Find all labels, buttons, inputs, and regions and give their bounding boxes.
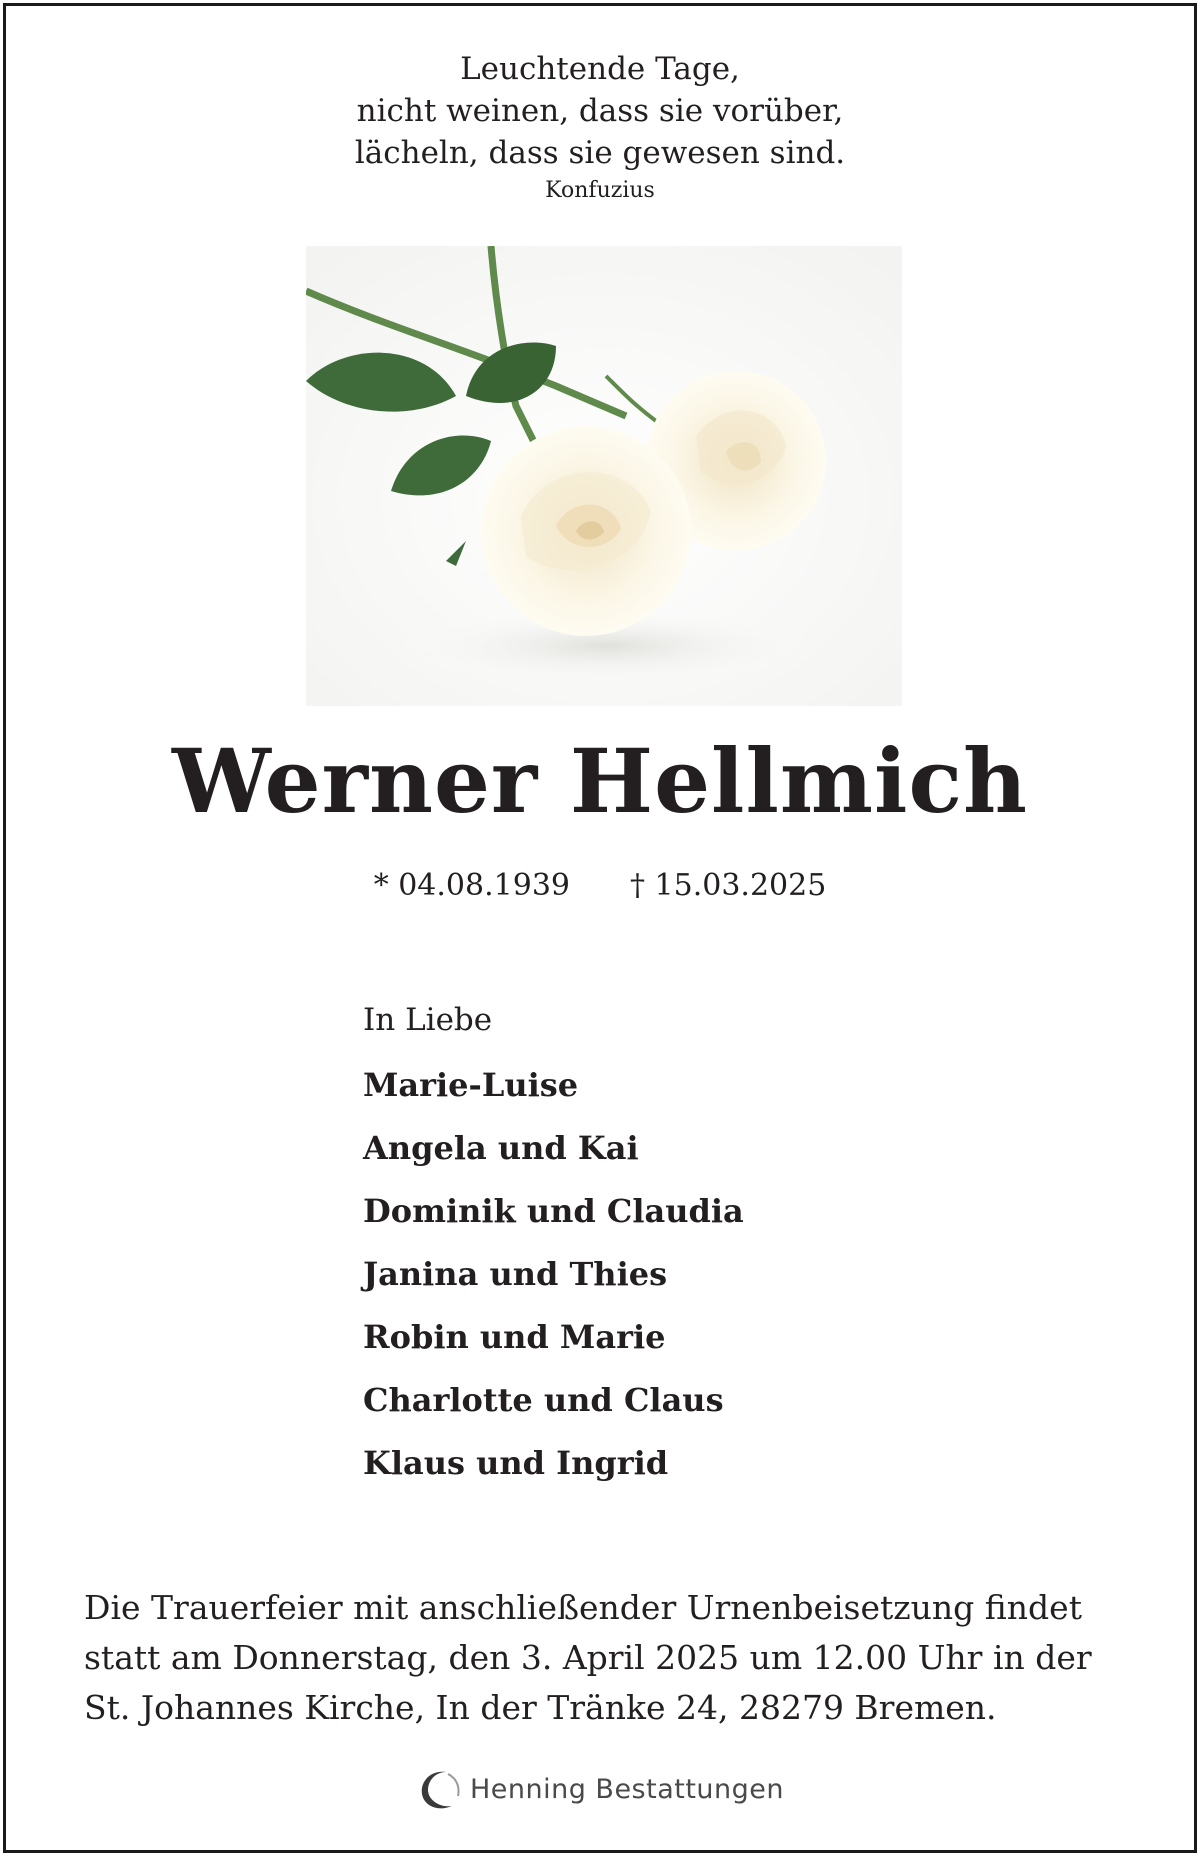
mourner-name: Dominik und Claudia [363, 1192, 744, 1230]
mourner-name: Robin und Marie [363, 1318, 666, 1356]
mourner-name: Angela und Kai [363, 1129, 639, 1167]
mourner-name: Marie-Luise [363, 1066, 579, 1104]
quote-line: nicht weinen, dass sie vorüber, [356, 93, 844, 129]
mourner-name: Charlotte und Claus [363, 1381, 724, 1419]
death-date: † 15.03.2025 [630, 868, 827, 903]
quote-line: Leuchtende Tage, [460, 51, 740, 87]
mourner-name: Klaus und Ingrid [363, 1444, 669, 1482]
deceased-name: Werner Hellmich [171, 729, 1029, 833]
mourners-list [363, 996, 744, 1495]
undertaker [6, 1766, 1194, 1816]
service-details: Die Trauerfeier mit anschließender Urnenbeisetzung findet statt am Donnerstag, den 3. April 2025 um 12.00 Uhr in der St. Johannes Kirche, In der Tränke 24, 28279 Bremen. [84, 1588, 1092, 1727]
life-dates [6, 866, 1194, 906]
quote-block [6, 48, 1194, 206]
mourner-name: Janina und Thies [363, 1255, 668, 1293]
birth-date: * 04.08.1939 [373, 868, 570, 903]
quote-line: lächeln, dass sie gewesen sind. [354, 135, 846, 171]
obituary-notice [3, 3, 1197, 1853]
undertaker-name: Henning Bestattungen [469, 1773, 785, 1805]
white-roses-image [306, 246, 902, 706]
quote-author: Konfuzius [545, 178, 655, 203]
crescent-logo-icon [416, 1766, 462, 1812]
mourners-intro: In Liebe [363, 1002, 493, 1038]
